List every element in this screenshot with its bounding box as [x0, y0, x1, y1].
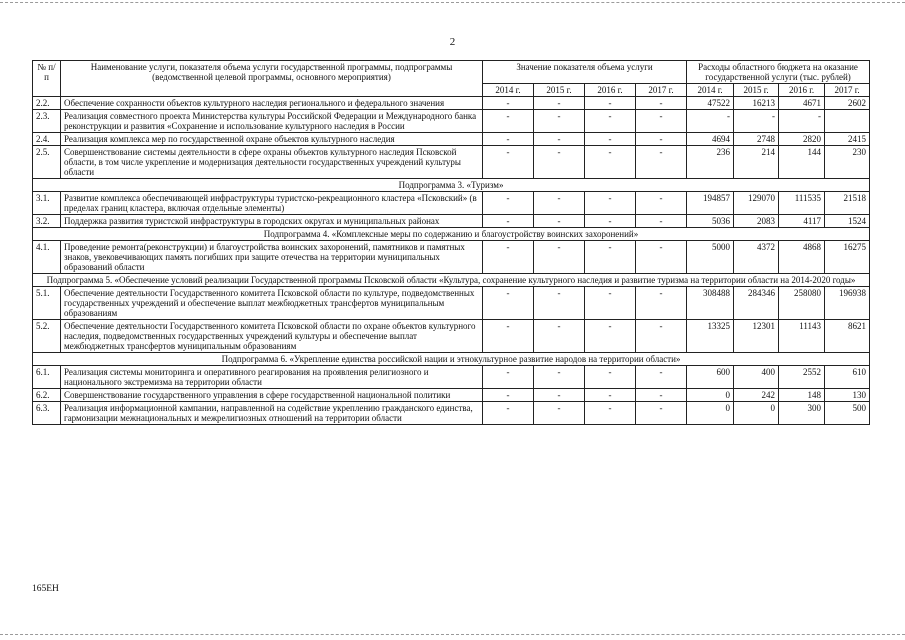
- table-row: [33, 215, 870, 228]
- expense-value-cell: 236: [687, 146, 734, 179]
- row-number: 2.5.: [33, 146, 61, 179]
- table-row: [33, 133, 870, 146]
- subprogram-title: Подпрограмма 4. «Комплексные меры по содержанию и благоустройству воинских захоронений»: [33, 228, 870, 241]
- indicator-value-cell: -: [585, 366, 636, 389]
- indicator-value-cell: -: [534, 402, 585, 425]
- indicator-value-cell: -: [534, 192, 585, 215]
- indicator-value-cell: -: [534, 389, 585, 402]
- row-name: Проведение ремонта(реконструкции) и благоустройства воинских захоронений, памятников и памятных знаков, увековечивающих память погибших при защите отечества на территории муниципальных образований области: [61, 241, 483, 274]
- row-name: Реализация системы мониторинга и оперативного реагирования на проявления религиозного и национального экстремизма на территории области: [61, 366, 483, 389]
- expense-value-cell: 130: [825, 389, 870, 402]
- row-name: Реализация информационной кампании, направленной на содействие укреплению гражданского единства, гармонизации межнациональных и межрелигиозных отношений на территории области: [61, 402, 483, 425]
- indicator-value-cell: -: [636, 287, 687, 320]
- indicator-value-cell: -: [585, 215, 636, 228]
- row-number: 6.1.: [33, 366, 61, 389]
- indicator-value-cell: -: [534, 287, 585, 320]
- row-number: 3.1.: [33, 192, 61, 215]
- indicator-value-cell: -: [585, 97, 636, 110]
- indicator-value-cell: -: [636, 97, 687, 110]
- indicator-value-cell: -: [534, 146, 585, 179]
- row-name: Обеспечение деятельности Государственного комитета Псковской области по культуре, подведомственных государственных учреждений и обеспечение выплат межбюджетных трансфертов муниципальным образованиям: [61, 287, 483, 320]
- indicator-value-cell: -: [636, 110, 687, 133]
- top-dashed-border: [0, 2, 905, 3]
- table-row: [33, 97, 870, 110]
- table-row: [33, 320, 870, 353]
- expense-value-cell: 8621: [825, 320, 870, 353]
- subprogram-title: Подпрограмма 6. «Укрепление единства российской нации и этнокультурное развитие народов на территории области»: [33, 353, 870, 366]
- subprogram-row: [33, 274, 870, 287]
- indicator-value-cell: -: [483, 215, 534, 228]
- indicator-value-cell: -: [636, 133, 687, 146]
- indicator-value-cell: -: [636, 146, 687, 179]
- expense-value-cell: 214: [734, 146, 779, 179]
- expense-value-cell: 230: [825, 146, 870, 179]
- header-num: № п/п: [33, 61, 61, 97]
- indicator-value-cell: -: [636, 402, 687, 425]
- header-year: 2014 г.: [687, 84, 734, 97]
- indicator-value-cell: -: [636, 389, 687, 402]
- row-number: 6.2.: [33, 389, 61, 402]
- row-name: Реализация совместного проекта Министерства культуры Российской Федерации и Международного банка реконструкции и развития «Сохранение и использование культурного наследия в России: [61, 110, 483, 133]
- expense-value-cell: 5000: [687, 241, 734, 274]
- subprogram-title: Подпрограмма 5. «Обеспечение условий реализации Государственной программы Псковской области «Культура, сохранение культурного наследия и развитие туризма на территории области на 2014-2020 годы»: [33, 274, 870, 287]
- expense-value-cell: 2602: [825, 97, 870, 110]
- indicator-value-cell: -: [585, 320, 636, 353]
- row-number: 3.2.: [33, 215, 61, 228]
- expense-value-cell: 400: [734, 366, 779, 389]
- indicator-value-cell: -: [483, 133, 534, 146]
- indicator-value-cell: -: [483, 192, 534, 215]
- footer-code: 165ЕН: [32, 584, 59, 594]
- expense-value-cell: 16275: [825, 241, 870, 274]
- expense-value-cell: 2415: [825, 133, 870, 146]
- indicator-value-cell: -: [636, 320, 687, 353]
- indicator-value-cell: -: [534, 215, 585, 228]
- table-body: [33, 97, 870, 425]
- row-name: Обеспечение сохранности объектов культурного наследия регионального и федерального значения: [61, 97, 483, 110]
- indicator-value-cell: -: [585, 192, 636, 215]
- indicator-value-cell: -: [483, 241, 534, 274]
- expense-value-cell: 47522: [687, 97, 734, 110]
- indicator-value-cell: -: [483, 97, 534, 110]
- row-name: Реализация комплекса мер по государственной охране объектов культурного наследия: [61, 133, 483, 146]
- indicator-value-cell: -: [636, 192, 687, 215]
- row-name: Обеспечение деятельности Государственного комитета Псковской области по охране объектов культурного наследия, подведомственных государственных учреждений культуры и обеспечение выплат межбюджетных трансфертов муниципальным образованиям: [61, 320, 483, 353]
- expense-value-cell: 242: [734, 389, 779, 402]
- expense-value-cell: 2552: [779, 366, 825, 389]
- expense-value-cell: 4868: [779, 241, 825, 274]
- expense-value-cell: 13325: [687, 320, 734, 353]
- expense-value-cell: -: [734, 110, 779, 133]
- indicator-value-cell: -: [585, 241, 636, 274]
- expense-value-cell: [825, 110, 870, 133]
- subprogram-row: [33, 353, 870, 366]
- expense-value-cell: 4694: [687, 133, 734, 146]
- row-name: Совершенствование системы деятельности в сфере охраны объектов культурного наследия Псковской области, в том числе укрепление и модернизация деятельности государственных учреждений культуры области: [61, 146, 483, 179]
- expense-value-cell: 129070: [734, 192, 779, 215]
- expense-value-cell: 144: [779, 146, 825, 179]
- header-expense-group: Расходы областного бюджета на оказание государственной услуги (тыс. рублей): [687, 61, 870, 84]
- table-row: [33, 389, 870, 402]
- header-year: 2016 г.: [779, 84, 825, 97]
- row-name: Поддержка развития туристской инфраструктуры в городских округах и муниципальных районах: [61, 215, 483, 228]
- expense-value-cell: 258080: [779, 287, 825, 320]
- indicator-value-cell: -: [483, 320, 534, 353]
- row-name: Развитие комплекса обеспечивающей инфраструктуры туристско-рекреационного кластера «Псковский» (в пределах границ кластера, включая отдельные элементы): [61, 192, 483, 215]
- row-number: 5.1.: [33, 287, 61, 320]
- expense-value-cell: -: [779, 110, 825, 133]
- indicator-value-cell: -: [585, 402, 636, 425]
- expense-value-cell: -: [687, 110, 734, 133]
- indicator-value-cell: -: [483, 366, 534, 389]
- expense-value-cell: 196938: [825, 287, 870, 320]
- indicator-value-cell: -: [534, 110, 585, 133]
- header-year: 2015 г.: [734, 84, 779, 97]
- row-number: 4.1.: [33, 241, 61, 274]
- expense-value-cell: 12301: [734, 320, 779, 353]
- indicator-value-cell: -: [585, 389, 636, 402]
- expense-value-cell: 2083: [734, 215, 779, 228]
- indicator-value-cell: -: [585, 133, 636, 146]
- row-number: 5.2.: [33, 320, 61, 353]
- indicator-value-cell: -: [483, 389, 534, 402]
- indicator-value-cell: -: [534, 97, 585, 110]
- expense-value-cell: 0: [687, 389, 734, 402]
- header-year: 2017 г.: [636, 84, 687, 97]
- header-year: 2014 г.: [483, 84, 534, 97]
- expense-value-cell: 0: [734, 402, 779, 425]
- table-row: [33, 192, 870, 215]
- expense-value-cell: 300: [779, 402, 825, 425]
- expense-value-cell: 0: [687, 402, 734, 425]
- expense-value-cell: 610: [825, 366, 870, 389]
- indicator-value-cell: -: [534, 241, 585, 274]
- indicator-value-cell: -: [534, 133, 585, 146]
- subprogram-row: [33, 228, 870, 241]
- expense-value-cell: 21518: [825, 192, 870, 215]
- page-number: 2: [449, 36, 456, 48]
- indicator-value-cell: -: [483, 146, 534, 179]
- row-number: 2.2.: [33, 97, 61, 110]
- expense-value-cell: 194857: [687, 192, 734, 215]
- indicator-value-cell: -: [636, 215, 687, 228]
- row-name: Совершенствование государственного управления в сфере государственной национальной политики: [61, 389, 483, 402]
- table-row: [33, 110, 870, 133]
- subprogram-title: Подпрограмма 3. «Туризм»: [33, 179, 870, 192]
- indicator-value-cell: -: [483, 110, 534, 133]
- expense-value-cell: 308488: [687, 287, 734, 320]
- table-row: [33, 402, 870, 425]
- indicator-value-cell: -: [636, 366, 687, 389]
- header-indicator-group: Значение показателя объема услуги: [483, 61, 687, 84]
- expense-value-cell: 284346: [734, 287, 779, 320]
- expense-value-cell: 2820: [779, 133, 825, 146]
- expense-value-cell: 2748: [734, 133, 779, 146]
- expense-value-cell: 11143: [779, 320, 825, 353]
- services-table: [32, 60, 870, 425]
- table-row: [33, 366, 870, 389]
- expense-value-cell: 148: [779, 389, 825, 402]
- header-row-top: [33, 61, 870, 84]
- header-year: 2016 г.: [585, 84, 636, 97]
- expense-value-cell: 4372: [734, 241, 779, 274]
- table-row: [33, 241, 870, 274]
- row-number: 2.4.: [33, 133, 61, 146]
- row-number: 2.3.: [33, 110, 61, 133]
- indicator-value-cell: -: [534, 366, 585, 389]
- expense-value-cell: 16213: [734, 97, 779, 110]
- table-row: [33, 146, 870, 179]
- expense-value-cell: 500: [825, 402, 870, 425]
- expense-value-cell: 111535: [779, 192, 825, 215]
- subprogram-row: [33, 179, 870, 192]
- row-number: 6.3.: [33, 402, 61, 425]
- indicator-value-cell: -: [483, 287, 534, 320]
- indicator-value-cell: -: [534, 320, 585, 353]
- expense-value-cell: 5036: [687, 215, 734, 228]
- header-year: 2017 г.: [825, 84, 870, 97]
- header-name: Наименование услуги, показателя объема услуги государственной программы, подпрограммы (ведомственной целевой программы, основного мероприятия): [61, 61, 483, 97]
- expense-value-cell: 4671: [779, 97, 825, 110]
- indicator-value-cell: -: [483, 402, 534, 425]
- indicator-value-cell: -: [585, 287, 636, 320]
- bottom-dashed-border: [0, 634, 905, 635]
- header-year: 2015 г.: [534, 84, 585, 97]
- table-row: [33, 287, 870, 320]
- indicator-value-cell: -: [585, 110, 636, 133]
- expense-value-cell: 600: [687, 366, 734, 389]
- indicator-value-cell: -: [636, 241, 687, 274]
- indicator-value-cell: -: [585, 146, 636, 179]
- expense-value-cell: 1524: [825, 215, 870, 228]
- expense-value-cell: 4117: [779, 215, 825, 228]
